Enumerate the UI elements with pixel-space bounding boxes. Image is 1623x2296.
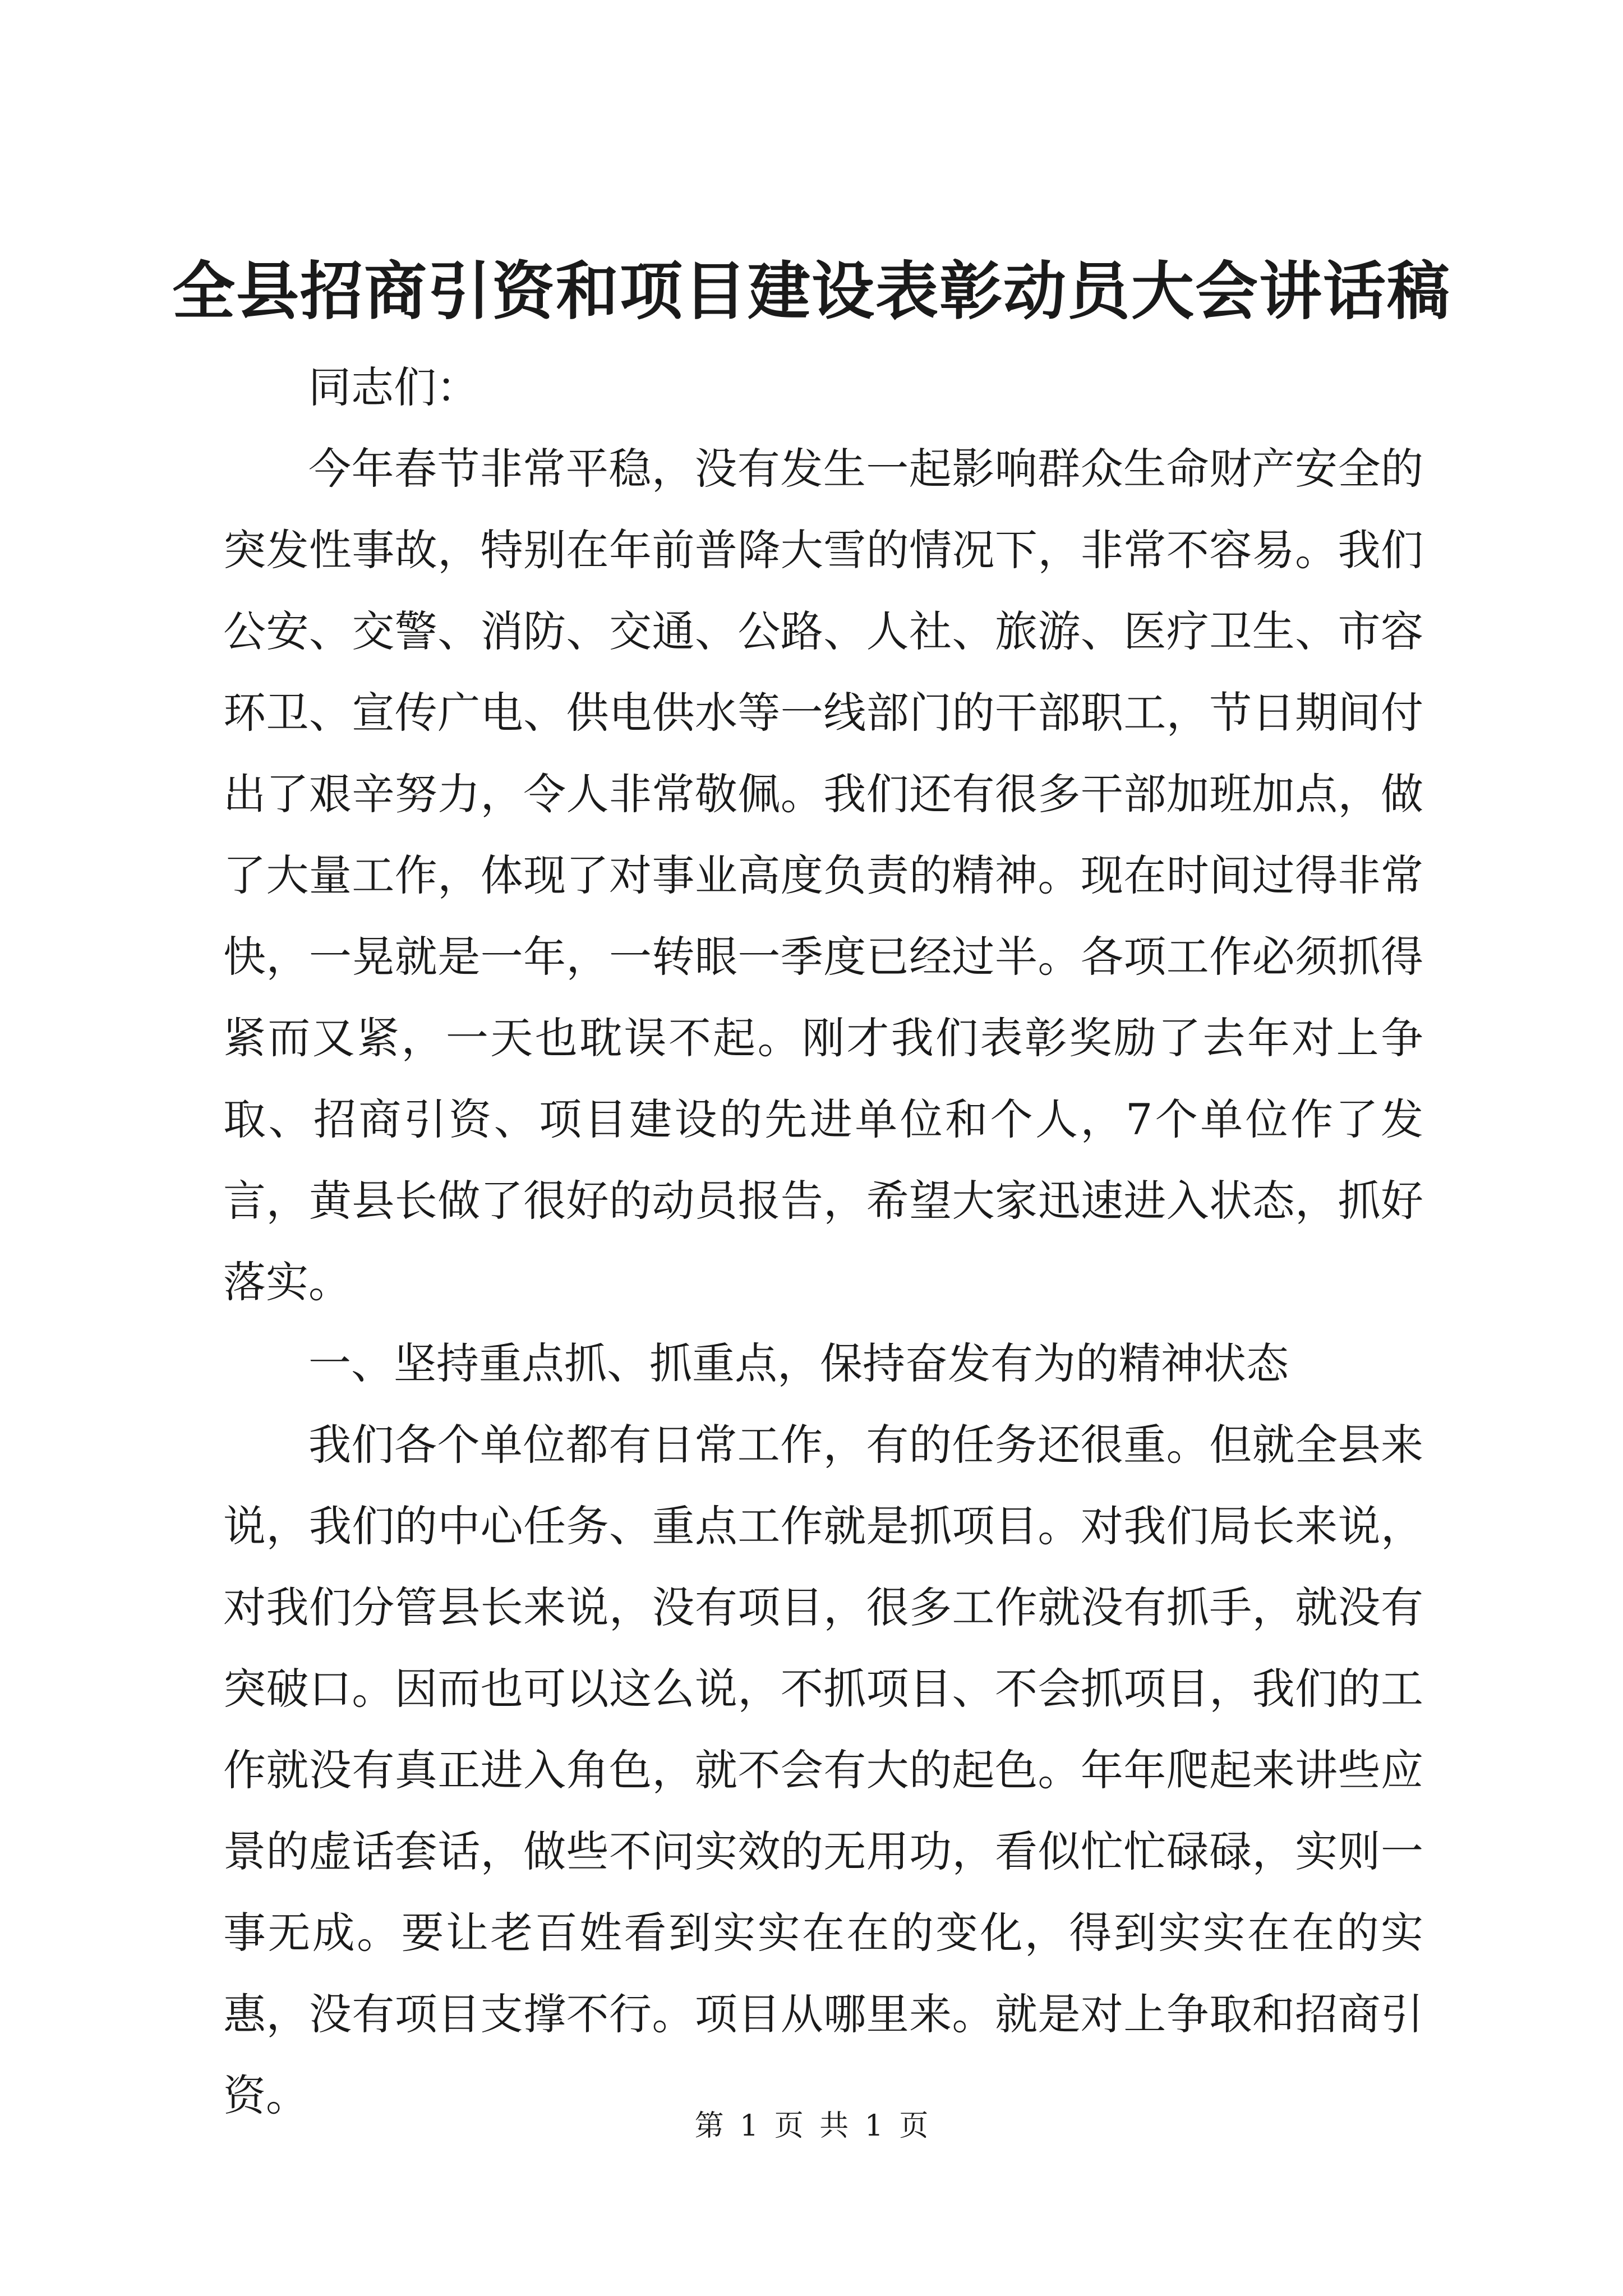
document-body [223,347,1423,2136]
paragraph: 今年春节非常平稳，没有发生一起影响群众生命财产安全的突发性事故，特别在年前普降大雪的情况下，非常不容易。我们公安、交警、消防、交通、公路、人社、旅游、医疗卫生、市容环卫、宣传广电、供电供水等一线部门的干部职工，节日期间付出了艰辛努力，令人非常敬佩。我们还有很多干部加班加点，做了大量工作，体现了对事业高度负责的精神。现在时间过得非常快，一晃就是一年，一转眼一季度已经过半。各项工作必须抓得紧而又紧，一天也耽误不起。刚才我们表彰奖励了去年对上争取、招商引资、项目建设的先进单位和个人，7个单位作了发言，黄县长做了很好的动员报告，希望大家迅速进入状态，抓好落实。 [223,444,1423,1307]
salutation: 同志们： [308,362,479,412]
page-footer: 第 1 页 共 1 页 [694,2109,929,2143]
section-heading: 一、坚持重点抓、抓重点，保持奋发有为的精神状态 [308,1338,1289,1388]
document-title: 全县招商引资和项目建设表彰动员大会讲话稿 [172,255,1451,328]
paragraph: 我们各个单位都有日常工作，有的任务还很重。但就全县来说，我们的中心任务、重点工作就是抓项目。对我们局长来说，对我们分管县长来说，没有项目，很多工作就没有抓手，就没有突破口。因而也可以这么说，不抓项目、不会抓项目，我们的工作就没有真正进入角色，就不会有大的起色。年年爬起来讲些应景的虚话套话，做些不问实效的无用功，看似忙忙碌碌，实则一事无成。要让老百姓看到实实在在的变化，得到实实在在的实惠，没有项目支撑不行。项目从哪里来。就是对上争取和招商引资。 [223,1420,1423,2120]
